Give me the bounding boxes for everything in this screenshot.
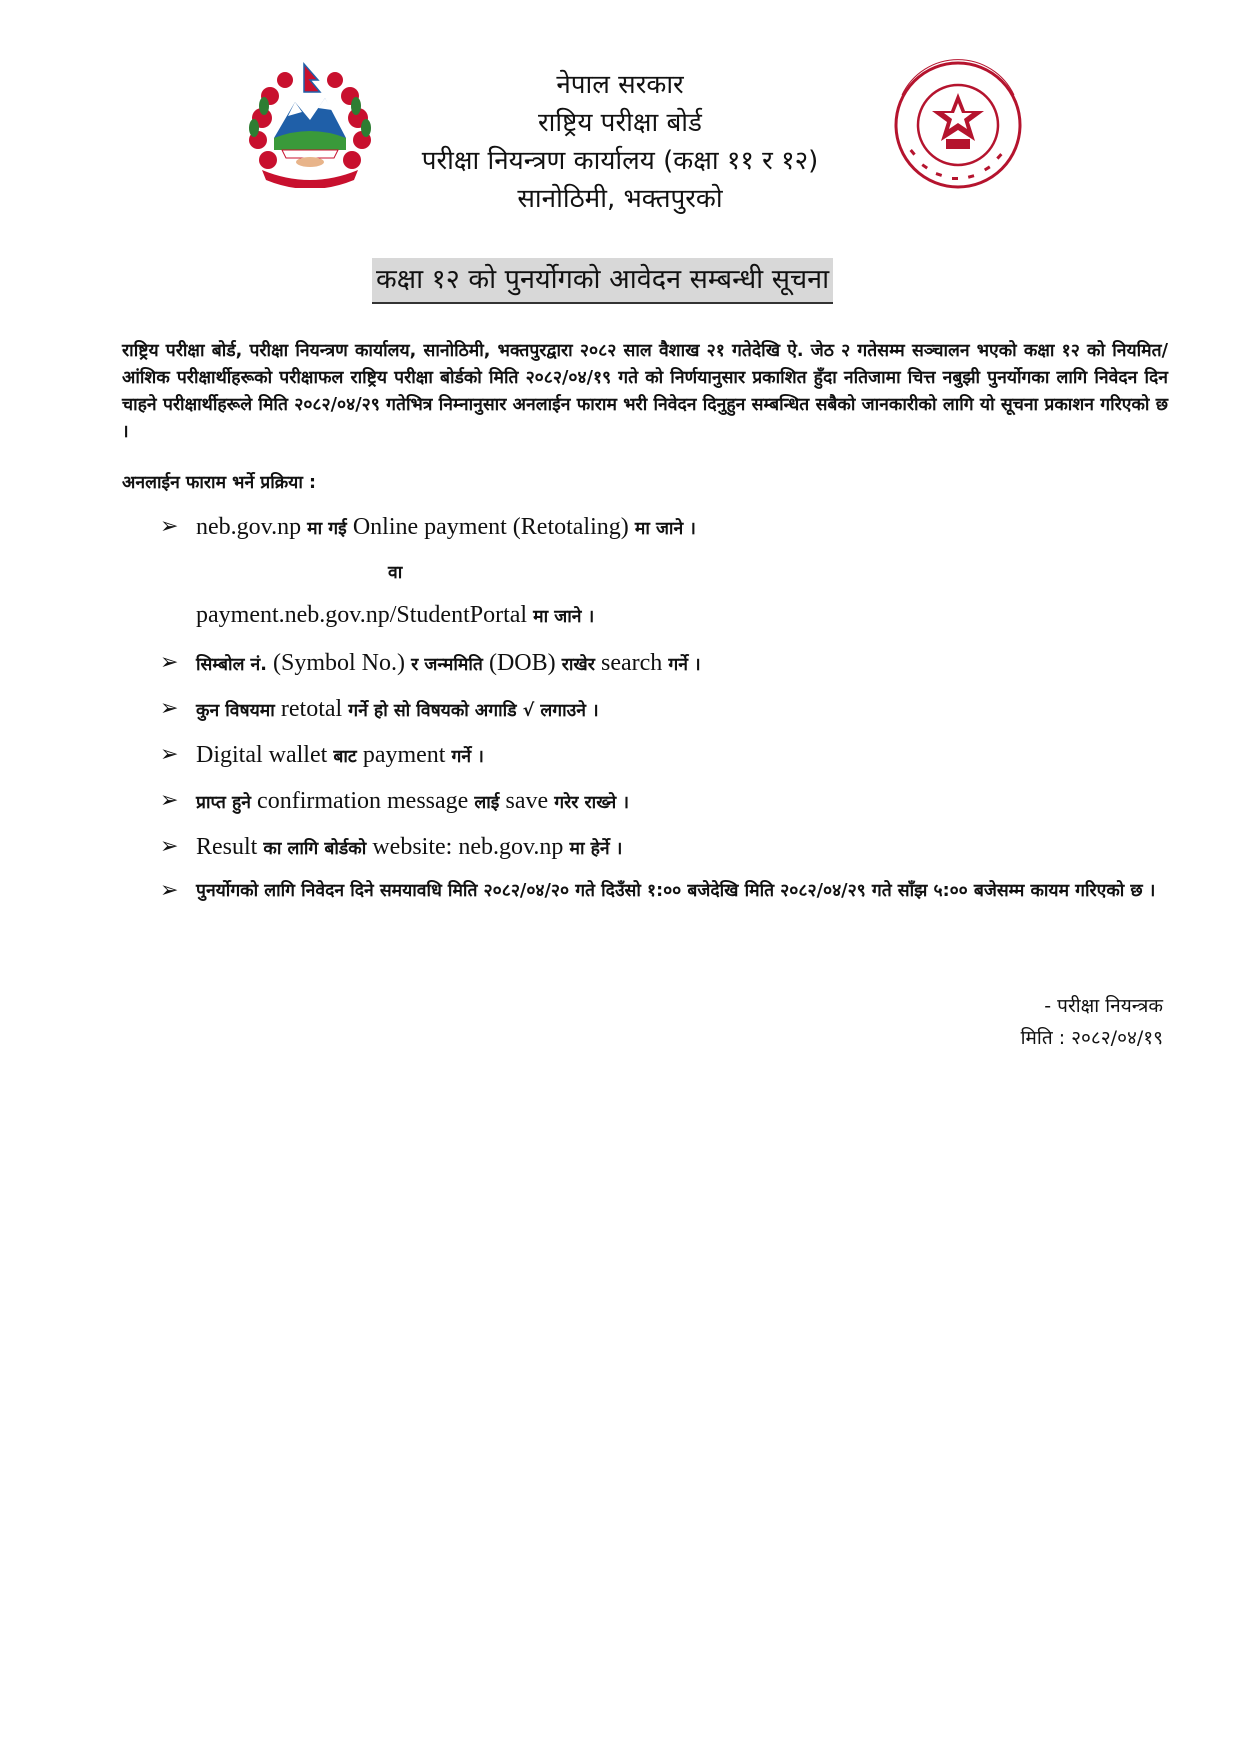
step-text-part: का लागि बोर्डको bbox=[257, 839, 373, 859]
step-text-part: मा हेर्ने । bbox=[563, 839, 623, 859]
step-text bbox=[196, 648, 701, 680]
arrow-bullet-icon: ➢ bbox=[160, 514, 179, 539]
step-item bbox=[160, 694, 599, 726]
arrow-bullet-icon: ➢ bbox=[160, 696, 179, 721]
step-text-part: सिम्बोल नं. bbox=[196, 655, 273, 675]
step-item bbox=[160, 786, 629, 818]
step-text-part: प्राप्त हुने bbox=[196, 793, 258, 813]
or-separator: वा bbox=[388, 563, 403, 583]
header-line-government: नेपाल सरकार bbox=[556, 70, 684, 100]
step-text-part: search bbox=[600, 650, 663, 676]
step-text-part: payment bbox=[362, 742, 446, 768]
notice-title: कक्षा १२ को पुनर्योगको आवेदन सम्बन्धी सूचना bbox=[372, 258, 833, 304]
step-text-part: retotal bbox=[280, 696, 343, 722]
header-line-location: सानोठिमी, भक्तपुरको bbox=[517, 184, 723, 214]
arrow-bullet-icon: ➢ bbox=[160, 878, 179, 903]
step-text bbox=[196, 740, 484, 772]
nepal-government-emblem-icon bbox=[240, 58, 380, 188]
arrow-bullet-icon: ➢ bbox=[160, 742, 179, 767]
arrow-bullet-icon: ➢ bbox=[160, 834, 179, 859]
step-text-part: गर्ने । bbox=[662, 655, 701, 675]
step-text-part: Result bbox=[196, 834, 258, 860]
step-text bbox=[196, 512, 696, 544]
step-text-part: मा गई bbox=[301, 519, 353, 539]
step-text-part: website: neb.gov.np bbox=[372, 834, 564, 860]
step-text-part: बाट bbox=[327, 747, 363, 767]
step-text-part: मा जाने । bbox=[628, 519, 696, 539]
step-text bbox=[196, 832, 622, 864]
step-item bbox=[160, 876, 1166, 906]
step-text bbox=[196, 786, 629, 818]
link-text: payment.neb.gov.np/StudentPortal bbox=[196, 602, 528, 628]
link-text: neb.gov.np bbox=[196, 514, 302, 540]
step-text-part: Online payment (Retotaling) bbox=[352, 514, 629, 540]
process-heading: अनलाईन फाराम भर्ने प्रक्रिया : bbox=[122, 473, 316, 493]
step-item bbox=[160, 832, 622, 864]
step-text-part: Digital wallet bbox=[196, 742, 328, 768]
step-text-part: राखेर bbox=[555, 655, 601, 675]
notice-date: मिति : २०८२/०४/१९ bbox=[1020, 1027, 1163, 1049]
header-block bbox=[360, 66, 880, 218]
alt-step-text bbox=[196, 600, 594, 632]
step-text-part: गरेर राख्ने । bbox=[548, 793, 629, 813]
step-item bbox=[160, 740, 484, 772]
step-item bbox=[160, 648, 701, 680]
step-text-part: (Symbol No.) bbox=[273, 650, 405, 676]
step-text: पुनर्योगको लागि निवेदन दिने समयावधि मिति २०८२/०४/२० गते दिउँसो १:०० बजेदेखि मिति २०८२/०४/२९ गते साँझ ५:०० बजेसम्म कायम गरिएको छ । bbox=[196, 881, 1156, 901]
step-text-part: मा जाने । bbox=[527, 607, 595, 627]
step-text bbox=[196, 694, 599, 726]
step-text-part: लाई bbox=[468, 793, 506, 813]
step-text-part: save bbox=[505, 788, 549, 814]
step-text-part: (DOB) bbox=[488, 650, 556, 676]
step-text-part: गर्ने हो सो विषयको अगाडि √ लगाउने । bbox=[342, 701, 599, 721]
signature-block bbox=[1021, 990, 1163, 1054]
arrow-bullet-icon: ➢ bbox=[160, 788, 179, 813]
step-item bbox=[160, 512, 696, 544]
step-text-part: गर्ने । bbox=[445, 747, 484, 767]
arrow-bullet-icon: ➢ bbox=[160, 650, 179, 675]
step-text-part: र जन्ममिति bbox=[405, 655, 489, 675]
step-text-part: confirmation message bbox=[257, 788, 469, 814]
step-text-part: कुन विषयमा bbox=[196, 701, 281, 721]
notice-paragraph: राष्ट्रिय परीक्षा बोर्ड, परीक्षा नियन्त्रण कार्यालय, सानोठिमी, भक्तपुरद्वारा २०८२ साल वैशाख २१ गतेदेखि ऐ. जेठ २ गतेसम्म सञ्चालन भएको कक्षा १२ को नियमित/आंशिक परीक्षार्थीहरूको परीक्षाफल राष्ट्रिय परीक्षा बोर्डको मिति २०८२/०४/१९ गते को निर्णयानुसार प्रकाशित हुँदा नतिजामा चित्त नबुझी पुनर्योगका लागि निवेदन दिन चाहने परीक्षार्थीहरूले मिति २०८२/०४/२९ गतेभित्र निम्नानुसार अनलाईन फाराम भरी निवेदन दिनुहुन सम्बन्धित सबैको जानकारीको लागि यो सूचना प्रकाशन गरिएको छ । bbox=[122, 341, 1168, 442]
header-line-board: राष्ट्रिय परीक्षा बोर्ड bbox=[538, 108, 702, 138]
header-line-office: परीक्षा नियन्त्रण कार्यालय (कक्षा ११ र १२) bbox=[421, 146, 819, 176]
national-examinations-board-seal-icon bbox=[888, 55, 1028, 195]
signatory-title: - परीक्षा नियन्त्रक bbox=[1044, 995, 1163, 1017]
